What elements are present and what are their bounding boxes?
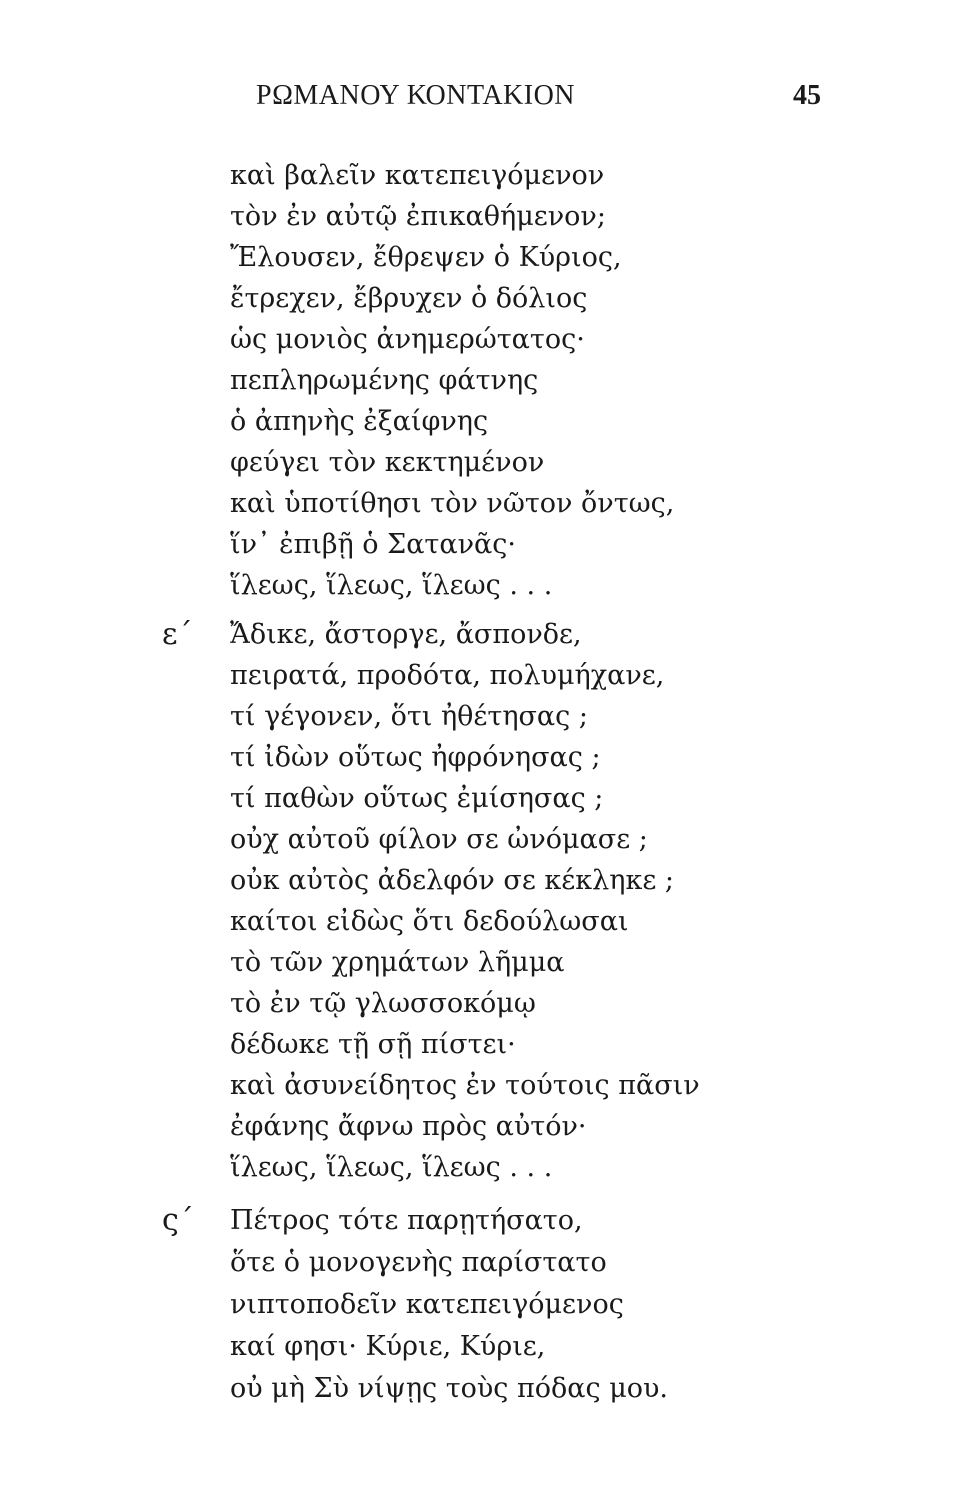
verse-line: ὡς μονιὸς ἀνημερώτατος· <box>230 324 585 355</box>
stanza-number: ε´ <box>162 617 193 652</box>
verse-line: πειρατά, προδότα, πολυμήχανε, <box>230 660 665 691</box>
verse-line: καὶ βαλεῖν κατεπειγόμενον <box>230 160 605 191</box>
page-number: 45 <box>793 80 821 111</box>
verse-line: ἐφάνης ἄφνω πρὸς αὐτόν· <box>230 1111 587 1142</box>
verse-line: ἵν᾽ ἐπιβῇ ὁ Σατανᾶς· <box>230 529 516 560</box>
verse-line: ὅτε ὁ μονογενὴς παρίστατο <box>230 1247 607 1278</box>
verse-line: Ἄδικε, ἄστοργε, ἄσπονδε, <box>230 619 582 650</box>
refrain-line: ἵλεως, ἵλεως, ἵλεως . . . <box>230 1152 553 1183</box>
verse-line: ἔτρεχεν, ἔβρυχεν ὁ δόλιος <box>230 283 588 314</box>
verse-line: Ἔλουσεν, ἔθρεψεν ὁ Κύριος, <box>230 242 622 273</box>
refrain-line: ἵλεως, ἵλεως, ἵλεως . . . <box>230 570 553 601</box>
verse-line: φεύγει τὸν κεκτημένον <box>230 447 545 478</box>
verse-line: τὸν ἐν αὐτῷ ἐπικαθήμενον; <box>230 201 606 232</box>
stanza-number: ς´ <box>162 1203 194 1238</box>
verse-line: δέδωκε τῇ σῇ πίστει· <box>230 1029 516 1060</box>
verse-line: τὸ τῶν χρημάτων λῆμμα <box>230 947 565 978</box>
verse-line: πεπληρωμένης φάτνης <box>230 365 539 396</box>
running-header-title: ΡΩΜΑΝΟΥ ΚΟΝΤΑΚΙΟΝ <box>256 80 576 111</box>
verse-line: καί φησι· Κύριε, Κύριε, <box>230 1331 546 1362</box>
verse-line: τί γέγονεν, ὅτι ἠθέτησας ; <box>230 701 588 732</box>
verse-line: νιπτοποδεῖν κατεπειγόμενος <box>230 1289 624 1320</box>
verse-line: οὐχ αὐτοῦ φίλον σε ὠνόμασε ; <box>230 824 648 855</box>
verse-line: τὸ ἐν τῷ γλωσσοκόμῳ <box>230 988 536 1019</box>
verse-line: οὐκ αὐτὸς ἀδελφόν σε κέκληκε ; <box>230 865 674 896</box>
verse-line: Πέτρος τότε παρῃτήσατο, <box>230 1205 583 1236</box>
verse-line: καὶ ὑποτίθησι τὸν νῶτον ὄντως, <box>230 488 675 519</box>
verse-line: τί ἰδὼν οὕτως ἠφρόνησας ; <box>230 742 601 773</box>
verse-line: καίτοι εἰδὼς ὅτι δεδούλωσαι <box>230 906 629 937</box>
verse-line: οὐ μὴ Σὺ νίψῃς τοὺς πόδας μου. <box>230 1373 668 1404</box>
verse-line: τί παθὼν οὕτως ἐμίσησας ; <box>230 783 604 814</box>
verse-line: καὶ ἀσυνείδητος ἐν τούτοις πᾶσιν <box>230 1070 700 1101</box>
verse-line: ὁ ἀπηνὴς ἐξαίφνης <box>230 406 489 437</box>
